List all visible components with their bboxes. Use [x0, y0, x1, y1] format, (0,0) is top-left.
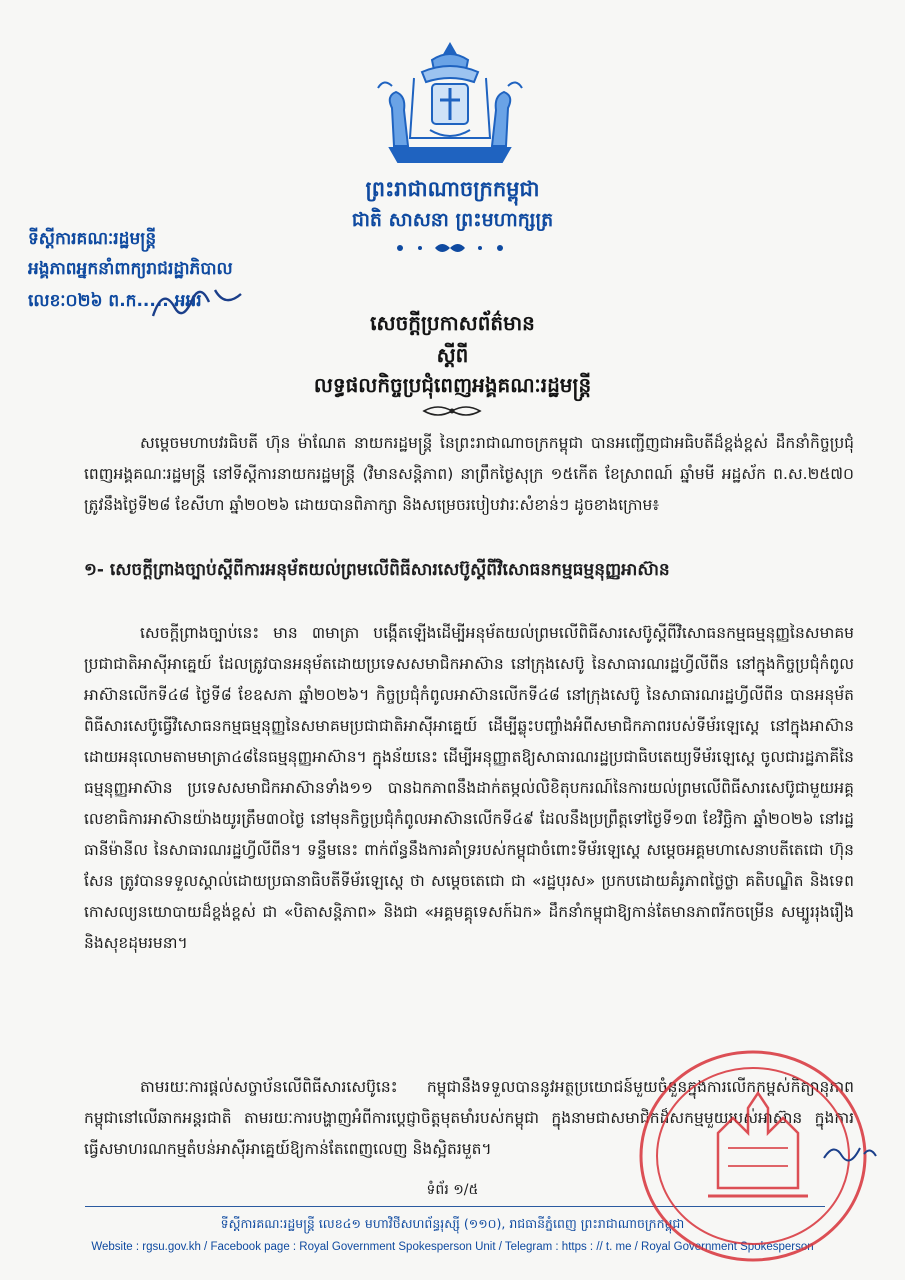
- ornament-divider-icon: [380, 238, 520, 258]
- document-subject: លទ្ធផលកិច្ចប្រជុំពេញអង្គគណៈរដ្ឋមន្ត្រី: [313, 373, 592, 397]
- title-about: ស្តីពី: [436, 343, 469, 367]
- section-1-heading: ១- សេចក្តីព្រាងច្បាប់ស្តីពីការអនុម័តយល់ព្រមលើពិធីសារសេប៊ូស្តីពីវិសោធនកម្មធម្មនុញ្ញអាស៊ាន: [84, 560, 670, 580]
- section-1-conclusion: តាមរយៈការផ្តល់សច្ចាប័នលើពិធីសារសេប៊ូនេះ កម្ពុជានឹងទទួលបាននូវអត្ថប្រយោជន៍មួយចំនួនក្នុងការលើកកម្ពស់កិត្យានុភាពកម្ពុជានៅលើឆាកអន្តរជាតិ តាមរយៈការបង្ហាញអំពីការប្តេជ្ញាចិត្តមុតមាំរបស់កម្ពុជា ក្នុងនាមជាសមាជិកដ៏សកម្មមួយរបស់អាស៊ាន ក្នុងការធ្វើសមាហរណកម្មតំបន់អាស៊ីអាគ្នេយ៍ឱ្យកាន់តែពេញលេញ និងស្អិតរមួត។: [84, 1078, 854, 1158]
- title-ornament-icon: [420, 402, 484, 420]
- section-1-body: សេចក្តីព្រាងច្បាប់នេះ មាន ៣មាត្រា បង្កើតឡើងដើម្បីអនុម័តយល់ព្រមលើពិធីសារសេប៊ូស្តីពីវិសោធនកម្មធម្មនុញ្ញនៃសមាគមប្រជាជាតិអាស៊ីអាគ្នេយ៍ ដែលត្រូវបានអនុម័តដោយប្រទេសសមាជិកអាស៊ាន នៅក្រុងសេប៊ូ នៃសាធារណរដ្ឋហ្វីលីពីន នៅក្នុងកិច្ចប្រជុំកំពូលអាស៊ានលើកទី៤៨ ថ្ងៃទី៨ ខែឧសភា ឆ្នាំ២០២៦។ កិច្ចប្រជុំកំពូលអាស៊ានលើកទី៤៨ នៅក្រុងសេប៊ូ នៃសាធារណរដ្ឋហ្វីលីពីន បានអនុម័តពិធីសារសេប៊ូធ្វើវិសោធនកម្មធម្មនុញ្ញនៃសមាគមប្រជាជាតិអាស៊ីអាគ្នេយ៍ ដើម្បីឆ្លុះបញ្ចាំងអំពីសមាជិកភាពរបស់ទីម័រឡេស្តេ នៅក្នុងអាស៊ាន ដោយអនុលោមតាមមាត្រា៤៨នៃធម្មនុញ្ញអាស៊ាន។ ក្នុងន័យនេះ ដើម្បីអនុញ្ញាតឱ្យសាធារណរដ្ឋប្រជាធិបតេយ្យទីម័រឡេស្តេ ចូលជារដ្ឋភាគីនៃធម្មនុញ្ញអាស៊ាន ប្រទេសសមាជិកអាស៊ានទាំង១១ បានឯកភាពនឹងដាក់តម្កល់លិខិតុបករណ៍នៃការយល់ព្រមលើពិធីសារសេប៊ូជាមួយអគ្គលេខាធិការអាស៊ានយ៉ាងយូរត្រឹម៣០ថ្ងៃ នៅមុនកិច្ចប្រជុំកំពូលអាស៊ានលើកទី៤៩ ដែលនឹងប្រព្រឹត្តទៅថ្ងៃទី១៣ ខែវិច្ឆិកា ឆ្នាំ២០២៦ នៅរដ្ឋធានីម៉ានីល នៃសាធារណរដ្ឋហ្វីលីពីន។ ទន្ទឹមនេះ ពាក់ព័ន្ធនឹងការគាំទ្ររបស់កម្ពុជាចំពោះទីម័រឡេស្តេ សម្តេចអគ្គមហាសេនាបតីតេជោ ហ៊ុន សែន ត្រូវបានទទួលស្គាល់ដោយប្រធានាធិបតីទីម័រឡេស្តេ ថា សម្តេចតេជោ ជា «រដ្ឋបុរស» ប្រកបដោយគំរូភាពថ្លៃថ្លា គតិបណ្ឌិត និងទេពកោសល្យនយោបាយដ៏ខ្ពង់ខ្ពស់ ជា «បិតាសន្តិភាព» និងជា «អគ្គមគ្គុទេសក៍ឯក» ដឹកនាំកម្ពុជាឱ្យកាន់តែមានភាពរីកចម្រើន សម្បូររុងរឿង និងសុខដុមរមនា។: [84, 624, 854, 952]
- footer-links: Website : rgsu.gov.kh / Facebook page : Royal Government Spokesperson Unit / Telegram : https : // t. me / Royal Government Spokesperson: [91, 1241, 814, 1253]
- page-number: ទំព័រ ១/៥: [426, 1182, 479, 1198]
- document-title: សេចក្តីប្រកាសព័ត៌មាន: [370, 311, 535, 335]
- unit-name: អង្គភាពអ្នកនាំពាក្យរាជរដ្ឋាភិបាល: [28, 259, 233, 279]
- office-name: ទីស្តីការគណៈរដ្ឋមន្ត្រី: [28, 229, 157, 249]
- kingdom-name: ព្រះរាជាណាចក្រកម្ពុជា: [365, 177, 540, 201]
- signature-mark-icon: [820, 1138, 880, 1168]
- intro-paragraph: សម្តេចមហាបវរធិបតី ហ៊ុន ម៉ាណែត នាយករដ្ឋមន្ត្រី នៃព្រះរាជាណាចក្រកម្ពុជា បានអញ្ជើញជាអធិបតីដ៏ខ្ពង់ខ្ពស់ ដឹកនាំកិច្ចប្រជុំពេញអង្គគណៈរដ្ឋមន្ត្រី នៅទីស្តីការនាយករដ្ឋមន្ត្រី (វិមានសន្តិភាព) នាព្រឹកថ្ងៃសុក្រ ១៥កើត ខែស្រាពណ៍ ឆ្នាំមមី អដ្ឋស័ក ព.ស.២៥៧០ ត្រូវនឹងថ្ងៃទី២៨ ខែសីហា ឆ្នាំ២០២៦ ដោយបានពិភាក្សា និងសម្រេចរបៀបវារៈសំខាន់ៗ ដូចខាងក្រោម៖: [84, 434, 854, 514]
- national-motto: ជាតិ សាសនា ព្រះមហាក្សត្រ: [351, 209, 554, 231]
- royal-coat-of-arms-icon: [370, 38, 530, 170]
- reference-number: លេខៈ០២៦ ព.ក..... អអរ: [28, 291, 202, 311]
- footer-address: ទីស្តីការគណៈរដ្ឋមន្ត្រី លេខ៤១ មហាវិថីសហព័ន្ធរុស្ស៊ី (១១០), រាជធានីភ្នំពេញ ព្រះរាជាណាចក្រកម្ពុជា: [220, 1216, 685, 1231]
